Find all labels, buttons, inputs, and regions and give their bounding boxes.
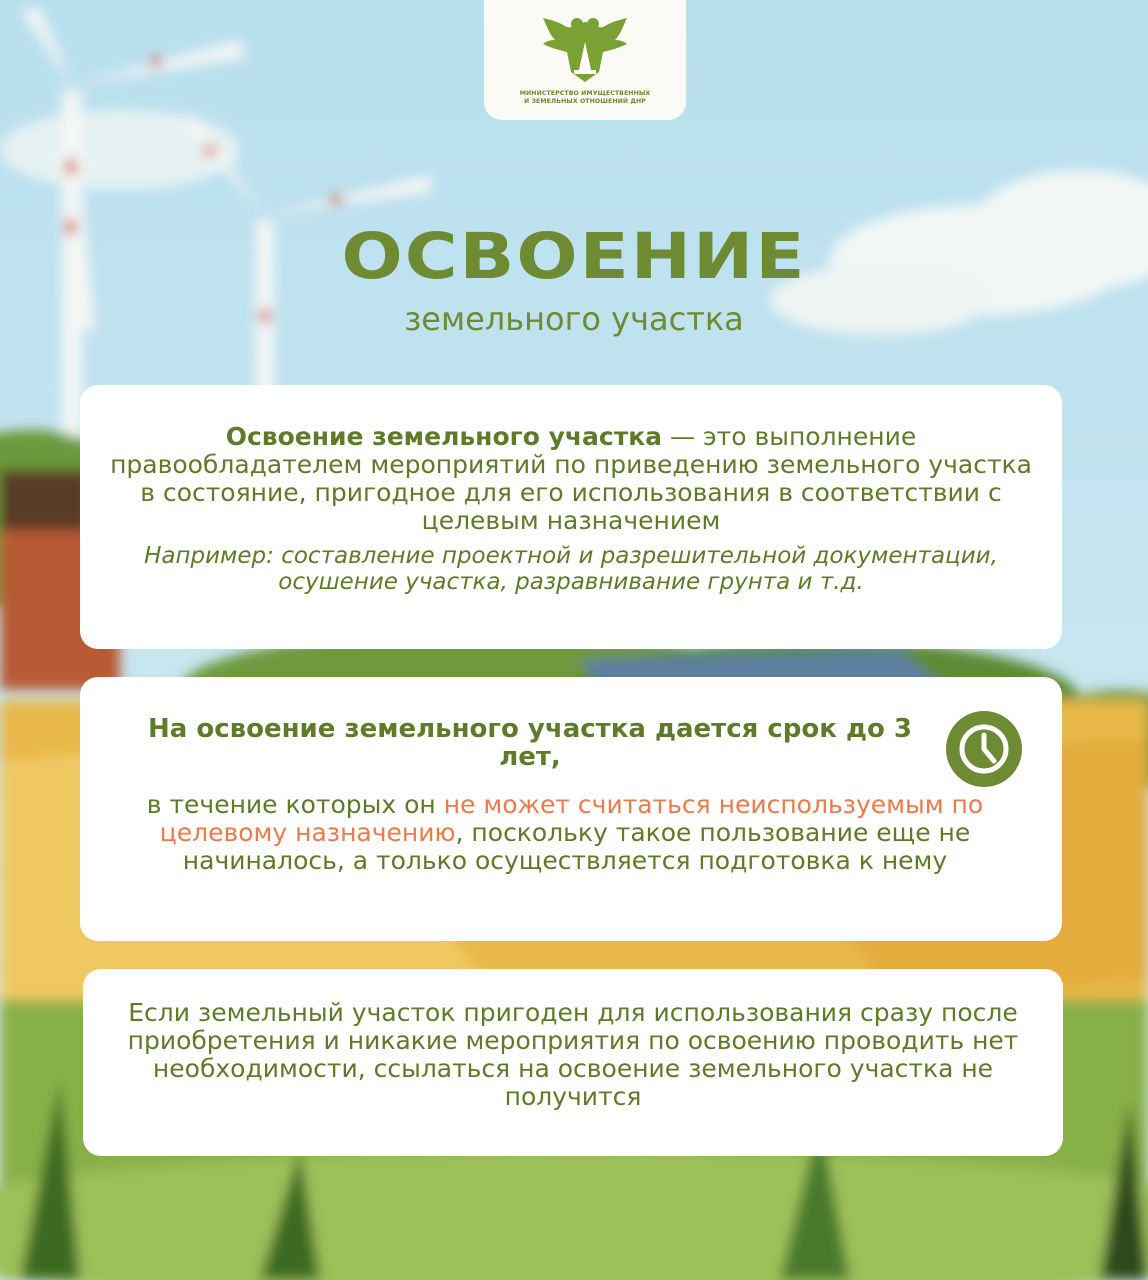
logo-line-1: МИНИСТЕРСТВО ИМУЩЕСТВЕННЫХ: [519, 90, 651, 97]
term-text-after: , поскольку такое пользование еще не начиналось, а только осуществляется подготовка к нему: [182, 818, 971, 875]
page-title: ОСВОЕНИЕ: [341, 219, 807, 293]
definition-body: — это выполнение правообладателем мероприятий по приведению земельного участка в состояние, пригодное для его использования в соответствии с целевым назначением: [110, 422, 1032, 535]
term-text-accent: не может считаться неиспользуемым по целевому назначению: [159, 790, 984, 847]
definition-term: Освоение земельного участка: [225, 422, 663, 451]
definition-card: [80, 385, 1062, 649]
term-heading: На освоение земельного участка дается срок до 3 лет,: [148, 714, 912, 772]
example-text: Например: составление проектной и разрешительной документации, осушение участка, разравнивание грунта и т.д.: [144, 543, 998, 595]
note-card: [83, 969, 1063, 1156]
page-subtitle: земельного участка: [404, 300, 744, 338]
definition-text: [110, 423, 1032, 535]
eagle-emblem-icon: [541, 12, 629, 88]
clock-icon: [946, 711, 1022, 787]
ministry-logo: [484, 0, 686, 120]
term-text-before: в течение которых он: [146, 790, 444, 819]
logo-line-2: И ЗЕМЕЛЬНЫХ ОТНОШЕНИЙ ДНР: [524, 98, 646, 105]
note-text: Если земельный участок пригоден для использования сразу после приобретения и никакие мероприятия по освоению проводить нет необходимости, ссылаться на освоение земельного участка не получится: [127, 998, 1019, 1111]
term-description: [120, 791, 1010, 875]
term-card: [80, 677, 1062, 941]
